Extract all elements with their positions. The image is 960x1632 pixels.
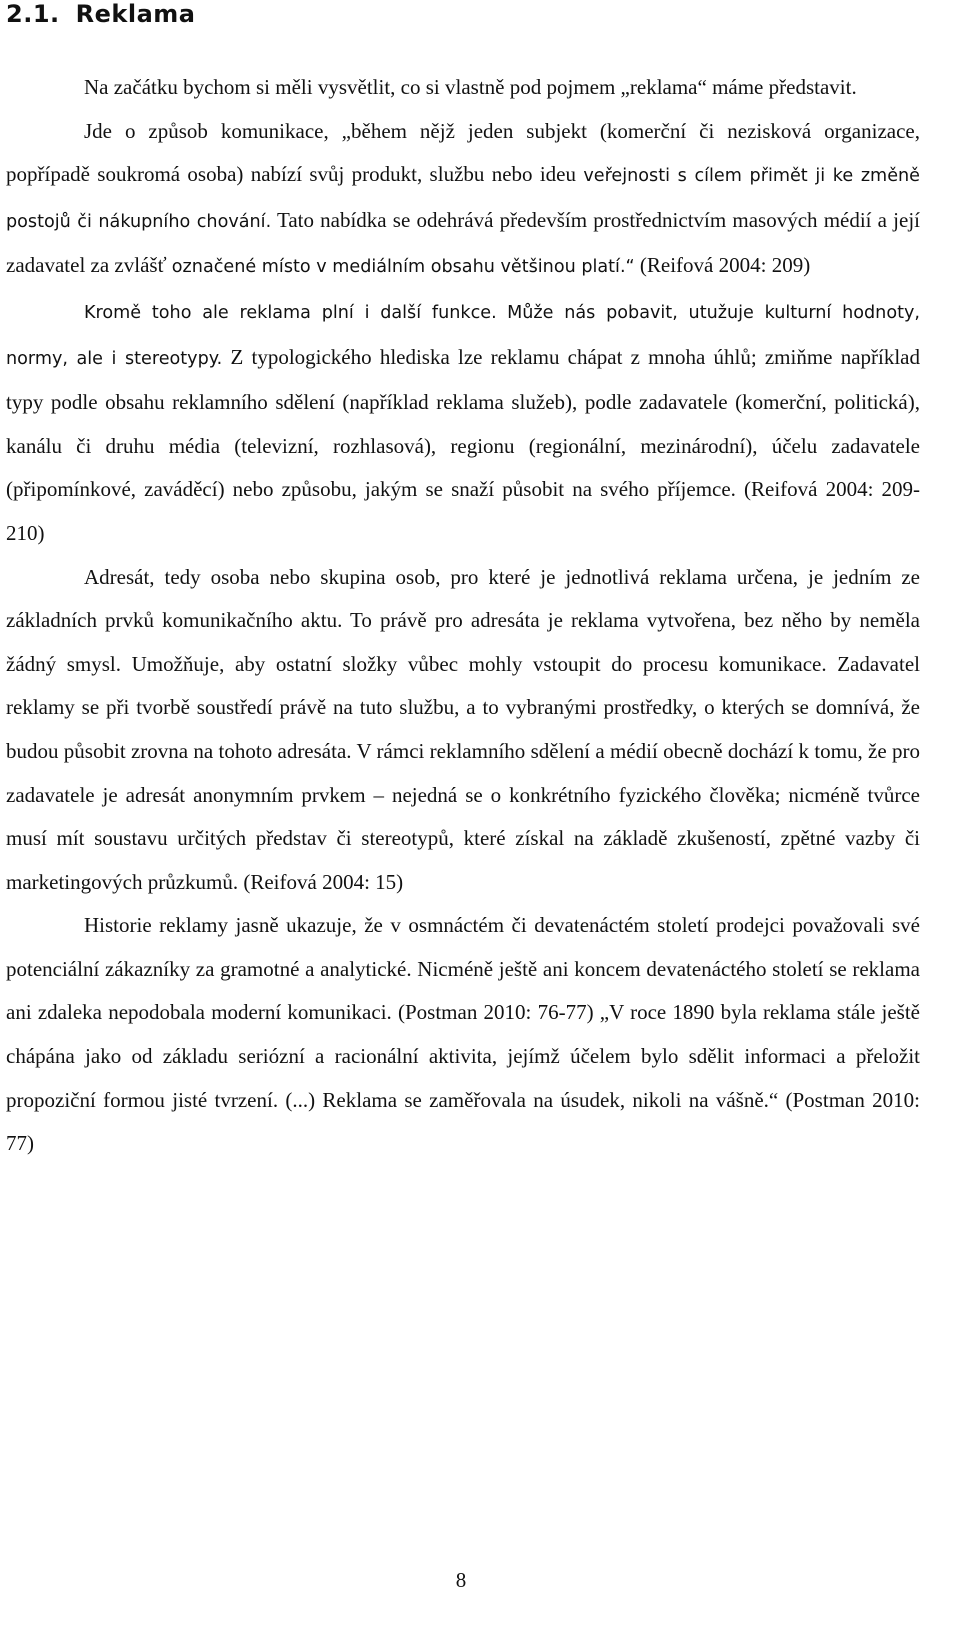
section-title: Reklama <box>75 0 196 28</box>
paragraph-text: Adresát, tedy osoba nebo skupina osob, pro které je jednotlivá reklama určena, je jedním ze základních prvků komunikačního aktu. To právě pro adresáta je reklama vytvořena, bez něho by neměla žádný smysl. Umožňuje, aby ostatní složky vůbec mohly vstoupit do procesu komunikace. Zadavatel reklamy se při tvorbě soustředí právě na tuto službu, a to vybranými prostředky, o kterých se domnívá, že budou působit zrovna na tohoto adresáta. V rámci reklamního sdělení a médií obecně dochází k tomu, že pro zadavatele je adresát anonymním prvkem – nejedná se o konkrétního fyzického člověka; nicméně tvůrce musí mít soustavu určitých představ či stereotypů, které získal na základě zkušeností, zpětné vazby či marketingových průzkumů. (Reifová 2004: 15) <box>6 564 920 894</box>
paragraph-addressee <box>6 556 920 905</box>
paragraph-text: Kromě toho ale reklama plní i další funkce. <box>84 302 497 323</box>
paragraph-intro <box>6 66 920 110</box>
paragraph-text: Na začátku bychom si měli vysvětlit, co si vlastně pod pojmem „reklama“ máme představit. <box>84 75 857 99</box>
paragraph-text: Historie reklamy jasně ukazuje, že v osmnáctém či devatenáctém století prodejci považovali své potenciální zákazníky za gramotné a analytické. Nicméně ještě ani koncem devatenáctého století se reklama ani zdaleka nepodobala moderní komunikaci. (Postman 2010: 76-77) „V roce 1890 byla reklama stále ještě chápána jako od základu seriózní a racionální aktivita, jejímž účelem bylo sdělit informaci a přeložit propoziční formou jisté tvrzení. (...) Reklama se zaměřovala na úsudek, nikoli na vášně.“ (Postman 2010: 77) <box>6 913 920 1156</box>
paragraph-text: Z typologického hlediska lze reklamu chápat z mnoha úhlů; zmiňme například typy podle obsahu reklamního sdělení (například reklama služeb), podle zadavatele (komerční, politická), kanálu či druhu média (televizní, rozhlasová), regionu (regionální, mezinárodní), účelu zadavatele (připomínkové, zaváděcí) nebo způsobu, jakým se snaží působit na svého příjemce. (Reifová 2004: 209-210) <box>6 344 920 545</box>
paragraph-text: Jde o způsob komunikace, „během nějž jeden subjekt (komerční či nezisková organizace, popřípadě soukromá osoba) nabízí svůj produkt, službu nebo ideu <box>6 118 920 187</box>
section-number: 2.1. <box>6 0 60 28</box>
body-text <box>6 66 920 1166</box>
paragraph-functions <box>6 290 920 556</box>
paragraph-definition <box>6 110 920 290</box>
paragraph-text: Tato nabídka se odehrává především prostřednictvím masových médií a její zadavatel za zvlášť <box>6 207 921 278</box>
section-heading <box>6 0 195 28</box>
citation: (Reifová 2004: 209) <box>639 253 811 278</box>
paragraph-history <box>6 904 920 1166</box>
paragraph-text: Může nás pobavit, utužuje kulturní hodnoty, normy, ale i stereotypy. <box>6 302 920 369</box>
page-number: 8 <box>455 1568 467 1592</box>
paragraph-text: veřejnosti s cílem přimět ji ke změně postojů či nákupního chování. <box>6 166 920 232</box>
paragraph-text: označené místo v mediálním obsahu většinou platí.“ <box>171 257 635 278</box>
